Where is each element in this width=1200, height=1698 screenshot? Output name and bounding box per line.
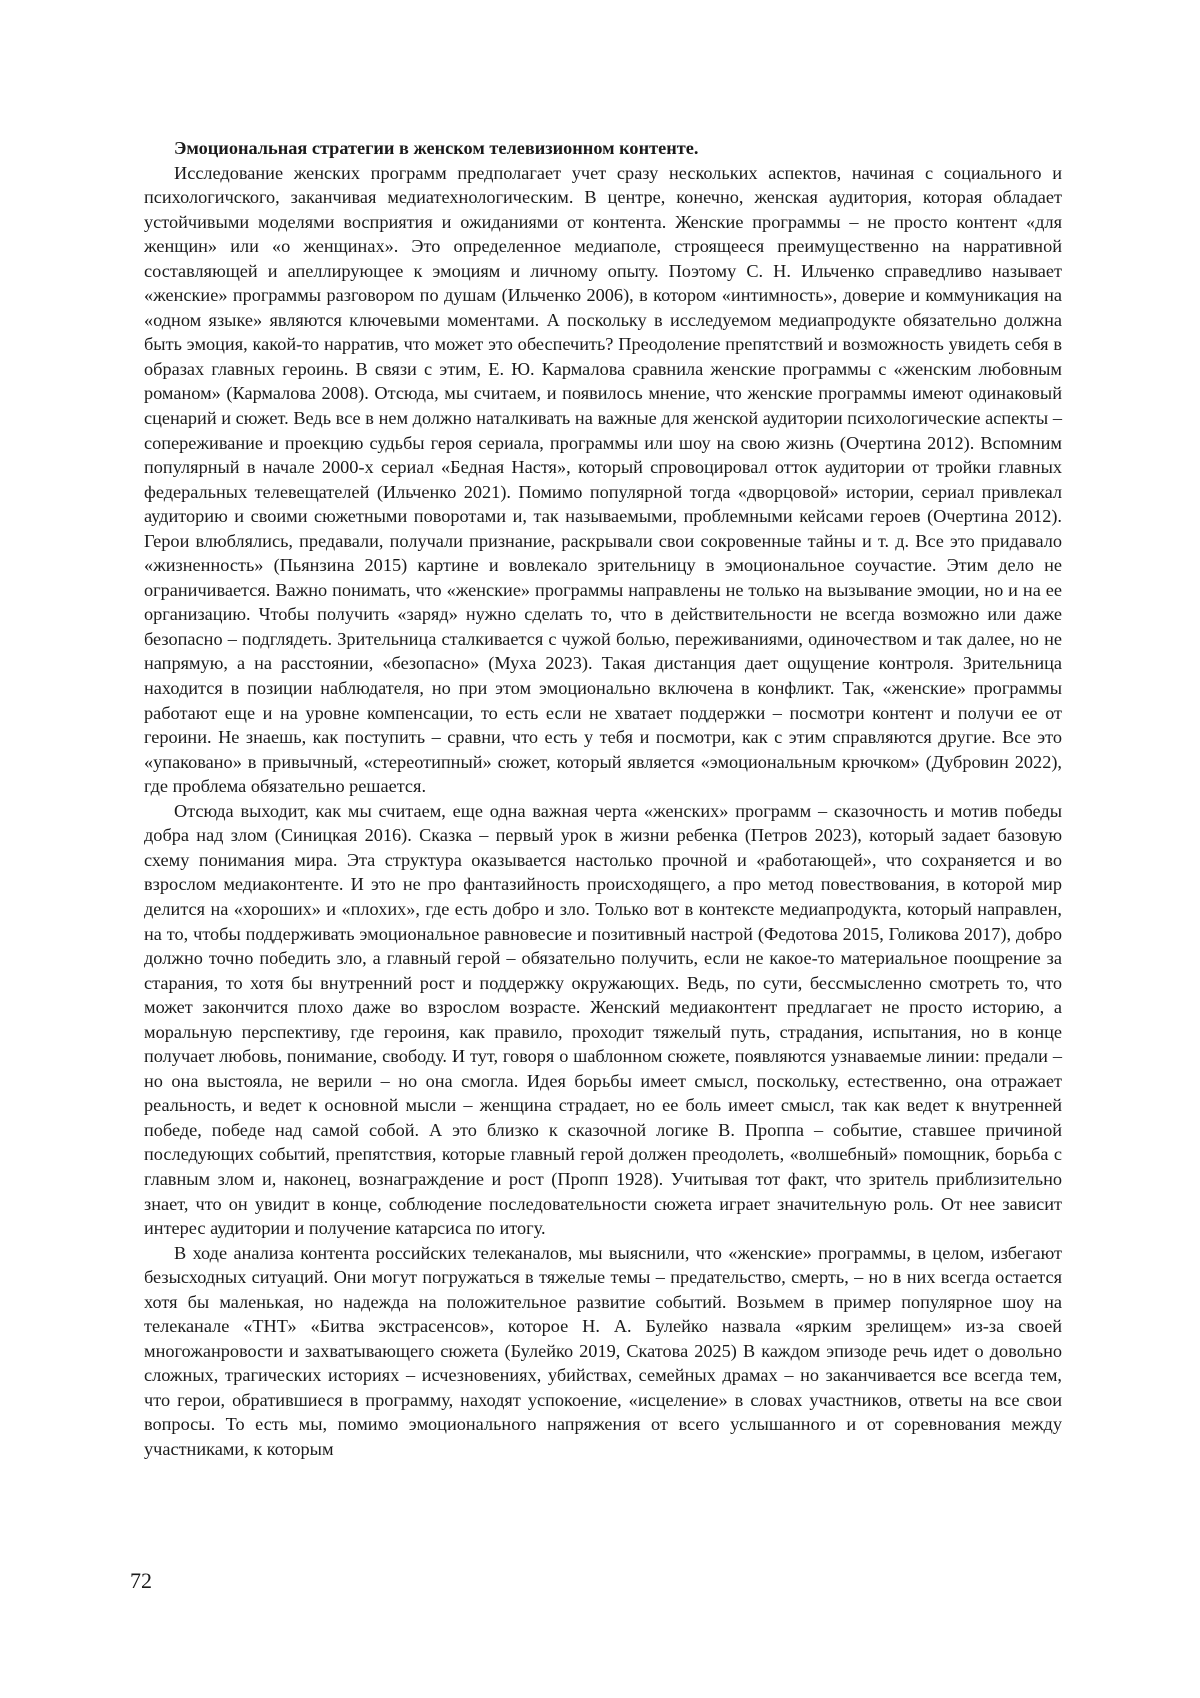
paragraph: Отсюда выходит, как мы считаем, еще одна важная черта «женских» программ – сказочность и мотив победы добра над злом (Синицкая 2016). Сказка – первый урок в жизни ребенка (Петров 2023), который задает базовую схему понимания мира. Эта структура оказывается настолько прочной и «работающей», что сохраняется и во взрослом медиаконтенте. И это не про фантазийность происходящего, а про метод повествования, в которой мир делится на «хороших» и «плохих», где есть добро и зло. Только вот в контексте медиапродукта, который направлен, на то, чтобы поддерживать эмоциональное равновесие и позитивный настрой (Федотова 2015, Голикова 2017), добро должно точно победить зло, а главный герой – обязательно получить, если не какое-то материальное поощрение за старания, то хотя бы внутренний рост и поддержку окружающих. Ведь, по сути, бессмысленно смотреть то, что может закончится плохо даже во взрослом возрасте. Женский медиаконтент предлагает не просто историю, а моральную перспективу, где героиня, как правило, проходит тяжелый путь, страдания, испытания, но в конце получает любовь, понимание, свободу. И тут, говоря о шаблонном сюжете, появляются узнаваемые линии: предали – но она выстояла, не верили – но она смогла. Идея борьбы имеет смысл, поскольку, естественно, она отражает реальность, и ведет к основной мысли – женщина страдает, но ее боль имеет смысл, так как ведет к внутренней победе, победе над самой собой. А это близко к сказочной логике В. Проппа – событие, ставшее причиной последующих событий, препятствия, которые главный герой должен преодолеть, «волшебный» помощник, борьба с главным злом и, наконец, вознаграждение и рост (Пропп 1928). Учитывая тот факт, что зритель приблизительно знает, что он увидит в конце, соблюдение последовательности сюжета играет значительную роль. От нее зависит интерес аудитории и получение катарсиса по итогу. — [144, 800, 1062, 1239]
page-body — [144, 136, 1062, 1462]
page-number: 72 — [130, 1568, 152, 1593]
section-heading: Эмоциональная стратегии в женском телевизионном контенте. — [174, 138, 699, 158]
paragraph: Исследование женских программ предполагает учет сразу нескольких аспектов, начиная с социального и психологичского, заканчивая медиатехнологическим. В центре, конечно, женская аудитория, которая обладает устойчивыми моделями восприятия и ожиданиями от контента. Женские программы – не просто контент «для женщин» или «о женщинах». Это определенное медиаполе, строящееся преимущественно на нарративной составляющей и апеллирующее к эмоциям и личному опыту. Поэтому С. Н. Ильченко справедливо называет «женские» программы разговором по душам (Ильченко 2006), в котором «интимность», доверие и коммуникация на «одном языке» являются ключевыми моментами. А поскольку в исследуемом медиапродукте обязательно должна быть эмоция, какой-то нарратив, что может это обеспечить? Преодоление препятствий и возможность увидеть себя в образах главных героинь. В связи с этим, Е. Ю. Кармалова сравнила женские программы с «женским любовным романом» (Кармалова 2008). Отсюда, мы считаем, и появилось мнение, что женские программы имеют одинаковый сценарий и сюжет. Ведь все в нем должно наталкивать на важные для женской аудитории психологические аспекты – сопереживание и проекцию судьбы героя сериала, программы или шоу на свою жизнь (Очертина 2012). Вспомним популярный в начале 2000-х сериал «Бедная Настя», который спровоцировал отток аудитории от тройки главных федеральных телевещателей (Ильченко 2021). Помимо популярной тогда «дворцовой» истории, сериал привлекал аудиторию и своими сюжетными поворотами и, так называемыми, проблемными кейсами героев (Очертина 2012). Герои влюблялись, предавали, получали признание, раскрывали свои сокровенные тайны и т. д. Все это придавало «жизненность» (Пьянзина 2015) картине и вовлекало зрительницу в эмоциональное соучастие. Этим дело не ограничивается. Важно понимать, что «женские» программы направлены не только на вызывание эмоции, но и на ее организацию. Чтобы получить «заряд» нужно сделать то, что в действительности не всегда возможно или даже безопасно – подглядеть. Зрительница сталкивается с чужой болью, переживаниями, одиночеством и так далее, но не напрямую, а на расстоянии, «безопасно» (Муха 2023). Такая дистанция дает ощущение контроля. Зрительница находится в позиции наблюдателя, но при этом эмоционально включена в конфликт. Так, «женские» программы работают еще и на уровне компенсации, то есть если не хватает поддержки – посмотри контент и получи ее от героини. Не знаешь, как поступить – сравни, что есть у тебя и посмотри, как с этим справляются другие. Все это «упаковано» в привычный, «стереотипный» сюжет, который является «эмоциональным крючком» (Дубровин 2022), где проблема обязательно решается. — [144, 162, 1062, 797]
paragraph: В ходе анализа контента российских телеканалов, мы выяснили, что «женские» программы, в целом, избегают безысходных ситуаций. Они могут погружаться в тяжелые темы – предательство, смерть, – но в них всегда остается хотя бы маленькая, но надежда на положительное развитие событий. Возьмем в пример популярное шоу на телеканале «ТНТ» «Битва экстрасенсов», которое Н. А. Булейко назвала «ярким зрелищем» из-за своей многожанровости и захватывающего сюжета (Булейко 2019, Скатова 2025) В каждом эпизоде речь идет о довольно сложных, трагических историях – исчезновениях, убийствах, семейных драмах – но заканчивается все всегда тем, что герои, обратившиеся в программу, находят успокоение, «исцеление» в словах участников, ответы на все свои вопросы. То есть мы, помимо эмоционального напряжения от всего услышанного и от соревнования между участниками, к которым — [144, 1242, 1062, 1459]
